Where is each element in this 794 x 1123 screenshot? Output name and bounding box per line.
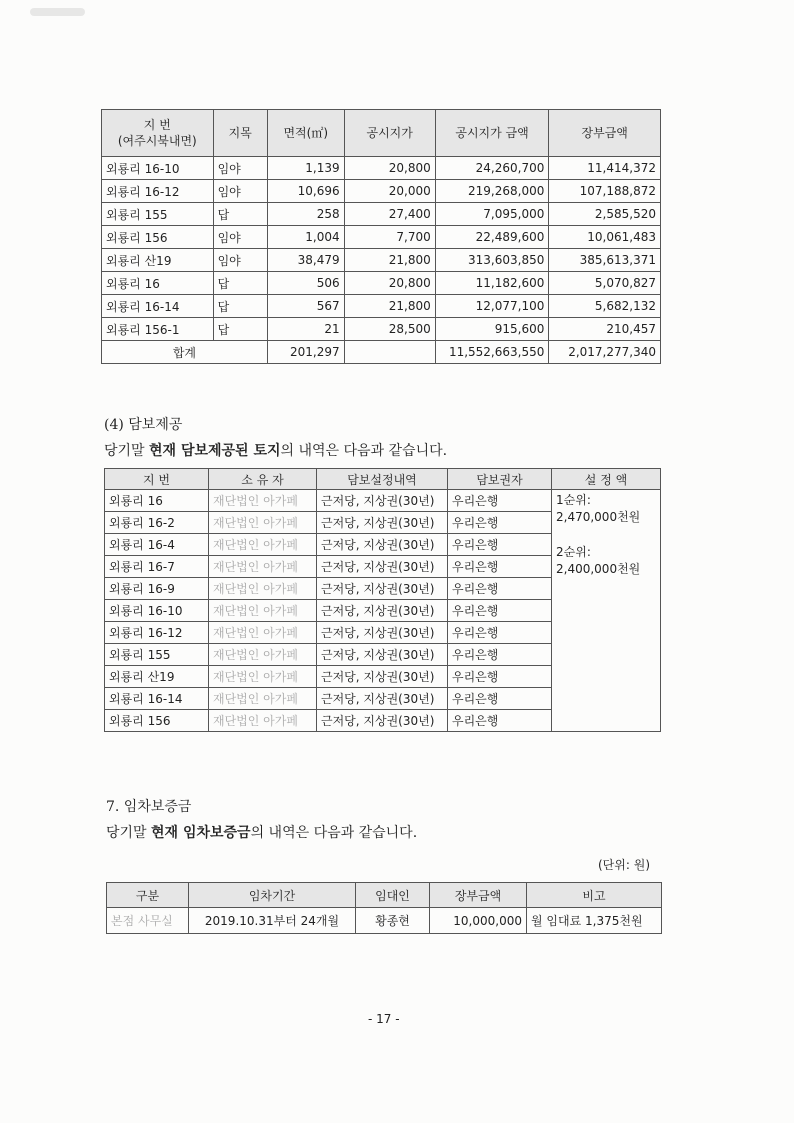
collateral-desc-prefix: 당기말 <box>104 443 150 459</box>
land-official-price: 21,800 <box>344 249 435 272</box>
land-category: 답 <box>213 318 267 341</box>
collateral-lot: 외룡리 16-10 <box>105 600 209 622</box>
land-row <box>102 295 661 318</box>
collateral-body <box>105 490 661 732</box>
collateral-amount-line: 2,470,000천원 <box>556 510 641 524</box>
collateral-details: 근저당, 지상권(30년) <box>317 534 448 556</box>
collateral-holder: 우리은행 <box>448 578 552 600</box>
collateral-owner: 재단법인 아가페 <box>209 578 317 600</box>
collateral-lot: 외룡리 16-4 <box>105 534 209 556</box>
collateral-header-amount: 설 정 액 <box>552 469 661 490</box>
collateral-amount-line: 2순위: <box>556 545 591 559</box>
collateral-description <box>104 440 447 460</box>
land-official-price: 21,800 <box>344 295 435 318</box>
collateral-details: 근저당, 지상권(30년) <box>317 710 448 732</box>
collateral-lot: 외룡리 16 <box>105 490 209 512</box>
deposit-type: 본점 사무실 <box>107 908 189 934</box>
land-total-row <box>102 341 661 364</box>
collateral-owner: 재단법인 아가페 <box>209 556 317 578</box>
land-row <box>102 272 661 295</box>
land-official-price: 20,800 <box>344 157 435 180</box>
deposit-desc-prefix: 당기말 <box>106 825 152 841</box>
collateral-holder: 우리은행 <box>448 644 552 666</box>
land-book-amount: 10,061,483 <box>549 226 661 249</box>
scan-mark <box>30 8 85 16</box>
collateral-holder: 우리은행 <box>448 622 552 644</box>
land-lot: 외룡리 16-10 <box>102 157 214 180</box>
land-table <box>101 109 661 364</box>
land-area: 10,696 <box>267 180 344 203</box>
collateral-amount-cell <box>552 490 661 732</box>
land-book-amount: 2,585,520 <box>549 203 661 226</box>
land-book-amount: 5,682,132 <box>549 295 661 318</box>
land-area: 1,004 <box>267 226 344 249</box>
collateral-header-lot: 지 번 <box>105 469 209 490</box>
land-header-area: 면적(㎡) <box>267 110 344 157</box>
deposit-description <box>106 822 417 842</box>
deposit-header-period: 임차기간 <box>189 883 356 908</box>
land-official-amount: 11,182,600 <box>435 272 549 295</box>
collateral-desc-suffix: 의 내역은 다음과 같습니다. <box>280 443 448 459</box>
land-category: 답 <box>213 295 267 318</box>
collateral-owner: 재단법인 아가페 <box>209 622 317 644</box>
collateral-lot: 외룡리 산19 <box>105 666 209 688</box>
collateral-owner: 재단법인 아가페 <box>209 644 317 666</box>
land-book-amount: 107,188,872 <box>549 180 661 203</box>
deposit-header-type: 구분 <box>107 883 189 908</box>
land-book-amount: 210,457 <box>549 318 661 341</box>
land-official-amount: 7,095,000 <box>435 203 549 226</box>
deposit-header-row <box>107 883 662 908</box>
collateral-amount-line: 1순위: <box>556 493 591 507</box>
collateral-holder: 우리은행 <box>448 688 552 710</box>
land-total-label: 합계 <box>102 341 268 364</box>
land-category: 임야 <box>213 180 267 203</box>
land-official-amount: 219,268,000 <box>435 180 549 203</box>
collateral-header-holder: 담보권자 <box>448 469 552 490</box>
collateral-owner: 재단법인 아가페 <box>209 490 317 512</box>
land-total-book-amount: 2,017,277,340 <box>549 341 661 364</box>
land-lot: 외룡리 16-12 <box>102 180 214 203</box>
land-area: 21 <box>267 318 344 341</box>
page-number: - 17 - <box>368 1012 400 1026</box>
collateral-holder: 우리은행 <box>448 710 552 732</box>
deposit-header-book-amount: 장부금액 <box>430 883 527 908</box>
collateral-row <box>105 490 661 512</box>
land-lot: 외룡리 16-14 <box>102 295 214 318</box>
collateral-owner: 재단법인 아가페 <box>209 600 317 622</box>
land-book-amount: 385,613,371 <box>549 249 661 272</box>
land-official-price: 20,000 <box>344 180 435 203</box>
land-total-official-amount: 11,552,663,550 <box>435 341 549 364</box>
land-category: 임야 <box>213 157 267 180</box>
land-official-amount: 24,260,700 <box>435 157 549 180</box>
land-book-amount: 11,414,372 <box>549 157 661 180</box>
collateral-lot: 외룡리 156 <box>105 710 209 732</box>
collateral-owner: 재단법인 아가페 <box>209 534 317 556</box>
collateral-holder: 우리은행 <box>448 490 552 512</box>
land-area: 258 <box>267 203 344 226</box>
collateral-details: 근저당, 지상권(30년) <box>317 666 448 688</box>
land-official-amount: 915,600 <box>435 318 549 341</box>
land-category: 답 <box>213 203 267 226</box>
collateral-details: 근저당, 지상권(30년) <box>317 688 448 710</box>
land-lot: 외룡리 산19 <box>102 249 214 272</box>
land-area: 567 <box>267 295 344 318</box>
collateral-holder: 우리은행 <box>448 534 552 556</box>
collateral-header-owner: 소 유 자 <box>209 469 317 490</box>
collateral-holder: 우리은행 <box>448 666 552 688</box>
land-lot: 외룡리 156-1 <box>102 318 214 341</box>
deposit-row <box>107 908 662 934</box>
land-row <box>102 318 661 341</box>
land-row <box>102 226 661 249</box>
collateral-holder: 우리은행 <box>448 556 552 578</box>
deposit-book-amount: 10,000,000 <box>430 908 527 934</box>
collateral-holder: 우리은행 <box>448 600 552 622</box>
deposit-remarks: 월 임대료 1,375천원 <box>527 908 662 934</box>
collateral-details: 근저당, 지상권(30년) <box>317 622 448 644</box>
land-official-price: 27,400 <box>344 203 435 226</box>
deposit-desc-bold: 현재 임차보증금 <box>151 825 251 841</box>
land-official-price: 7,700 <box>344 226 435 249</box>
collateral-lot: 외룡리 16-2 <box>105 512 209 534</box>
land-area: 1,139 <box>267 157 344 180</box>
land-body <box>102 157 661 341</box>
land-header-lot: 지 번 (여주시북내면) <box>102 110 214 157</box>
land-header-official-price: 공시지가 <box>344 110 435 157</box>
collateral-details: 근저당, 지상권(30년) <box>317 556 448 578</box>
deposit-period: 2019.10.31부터 24개월 <box>189 908 356 934</box>
collateral-header-row <box>105 469 661 490</box>
collateral-owner: 재단법인 아가페 <box>209 666 317 688</box>
collateral-desc-bold: 현재 담보제공된 토지 <box>149 443 281 459</box>
collateral-holder: 우리은행 <box>448 512 552 534</box>
collateral-lot: 외룡리 16-9 <box>105 578 209 600</box>
deposit-header-lessor: 임대인 <box>356 883 430 908</box>
land-category: 임야 <box>213 249 267 272</box>
land-lot: 외룡리 16 <box>102 272 214 295</box>
land-area: 38,479 <box>267 249 344 272</box>
land-row <box>102 157 661 180</box>
deposit-desc-suffix: 의 내역은 다음과 같습니다. <box>250 825 418 841</box>
land-category: 임야 <box>213 226 267 249</box>
deposit-header-remarks: 비고 <box>527 883 662 908</box>
land-category: 답 <box>213 272 267 295</box>
land-official-amount: 12,077,100 <box>435 295 549 318</box>
collateral-lot: 외룡리 16-12 <box>105 622 209 644</box>
land-row <box>102 180 661 203</box>
collateral-lot: 외룡리 16-7 <box>105 556 209 578</box>
land-header-row <box>102 110 661 157</box>
collateral-details: 근저당, 지상권(30년) <box>317 578 448 600</box>
land-area: 506 <box>267 272 344 295</box>
land-row <box>102 249 661 272</box>
land-header-book-amount: 장부금액 <box>549 110 661 157</box>
land-header-category: 지목 <box>213 110 267 157</box>
collateral-details: 근저당, 지상권(30년) <box>317 512 448 534</box>
land-total-area: 201,297 <box>267 341 344 364</box>
deposit-unit: (단위: 원) <box>598 858 650 872</box>
land-lot: 외룡리 156 <box>102 226 214 249</box>
collateral-title: (4) 담보제공 <box>104 417 183 433</box>
land-book-amount: 5,070,827 <box>549 272 661 295</box>
collateral-details: 근저당, 지상권(30년) <box>317 644 448 666</box>
deposit-table <box>106 882 662 934</box>
land-official-price: 28,500 <box>344 318 435 341</box>
land-header-official-amount: 공시지가 금액 <box>435 110 549 157</box>
collateral-owner: 재단법인 아가페 <box>209 512 317 534</box>
land-row <box>102 203 661 226</box>
collateral-details: 근저당, 지상권(30년) <box>317 600 448 622</box>
collateral-details: 근저당, 지상권(30년) <box>317 490 448 512</box>
collateral-header-details: 담보설정내역 <box>317 469 448 490</box>
collateral-table <box>104 468 661 732</box>
collateral-amount-line: 2,400,000천원 <box>556 562 641 576</box>
land-official-amount: 313,603,850 <box>435 249 549 272</box>
land-official-amount: 22,489,600 <box>435 226 549 249</box>
collateral-lot: 외룡리 155 <box>105 644 209 666</box>
land-official-price: 20,800 <box>344 272 435 295</box>
collateral-lot: 외룡리 16-14 <box>105 688 209 710</box>
land-lot: 외룡리 155 <box>102 203 214 226</box>
deposit-title: 7. 임차보증금 <box>106 799 192 815</box>
land-total-empty <box>344 341 435 364</box>
collateral-owner: 재단법인 아가페 <box>209 710 317 732</box>
collateral-owner: 재단법인 아가페 <box>209 688 317 710</box>
deposit-lessor: 황종현 <box>356 908 430 934</box>
